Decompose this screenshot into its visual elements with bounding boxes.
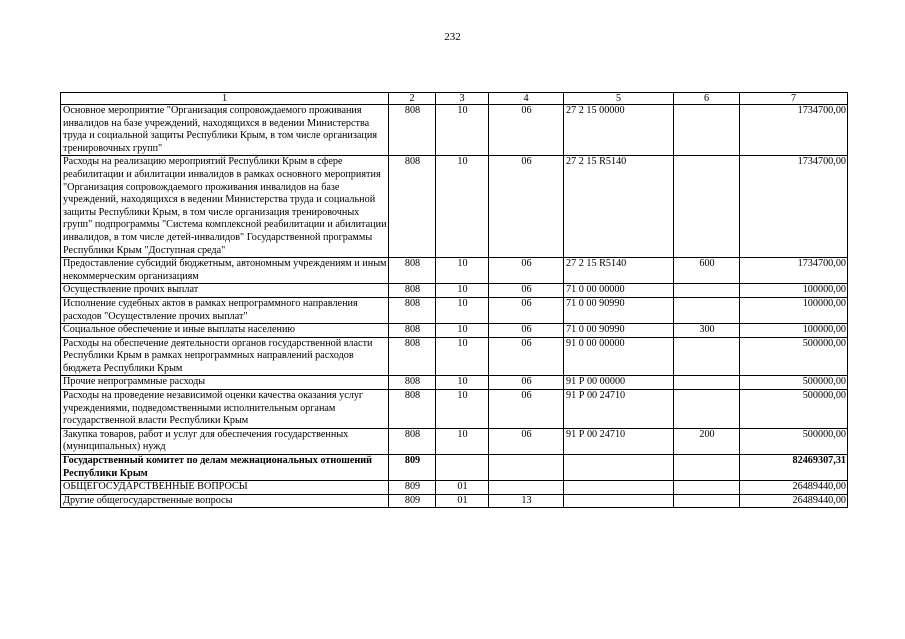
- table-row: [61, 494, 848, 508]
- row-code-section: 01: [436, 494, 489, 508]
- table-row: [61, 376, 848, 390]
- row-code-subsection: 06: [489, 297, 564, 323]
- table-header-row: [61, 93, 848, 105]
- row-code-section: 10: [436, 156, 489, 258]
- row-code-section: 10: [436, 284, 489, 298]
- row-code-expense-type: [674, 390, 740, 429]
- row-code-expense-type: [674, 481, 740, 495]
- row-code-subsection: 06: [489, 258, 564, 284]
- row-code-section: 10: [436, 324, 489, 338]
- row-code-section: 10: [436, 105, 489, 156]
- row-code-subsection: 06: [489, 390, 564, 429]
- row-code-expense-type: [674, 494, 740, 508]
- table-row: [61, 455, 848, 481]
- row-code-ministry: 808: [389, 390, 436, 429]
- row-code-expense-type: 300: [674, 324, 740, 338]
- column-header: 3: [436, 93, 489, 105]
- row-code-subsection: 06: [489, 324, 564, 338]
- row-amount: 1734700,00: [740, 258, 848, 284]
- row-code-target: 27 2 15 00000: [564, 105, 674, 156]
- column-header: 4: [489, 93, 564, 105]
- row-amount: 82469307,31: [740, 455, 848, 481]
- row-description: Расходы на обеспечение деятельности органов государственной власти Республики Крым в рамках непрограммных направлений расходов бюджета Республики Крым: [61, 337, 389, 376]
- row-description: Предоставление субсидий бюджетным, автономным учреждениям и иным некоммерческим организациям: [61, 258, 389, 284]
- budget-table: [60, 92, 848, 508]
- row-code-expense-type: 200: [674, 428, 740, 454]
- row-description: Прочие непрограммные расходы: [61, 376, 389, 390]
- row-code-target: 91 Р 00 00000: [564, 376, 674, 390]
- row-code-ministry: 809: [389, 494, 436, 508]
- row-code-section: 01: [436, 481, 489, 495]
- row-code-subsection: 13: [489, 494, 564, 508]
- row-code-ministry: 808: [389, 284, 436, 298]
- table-row: [61, 284, 848, 298]
- table-row: [61, 105, 848, 156]
- row-code-ministry: 808: [389, 156, 436, 258]
- row-code-expense-type: [674, 337, 740, 376]
- row-code-expense-type: [674, 455, 740, 481]
- row-code-target: [564, 455, 674, 481]
- table-body: [61, 105, 848, 508]
- row-amount: 26489440,00: [740, 481, 848, 495]
- row-description: Основное мероприятие "Организация сопровождаемого проживания инвалидов на базе учреждений, находящихся в ведении Министерства труда и социальной защиты Республики Крым, в том числе организация тренировочных групп": [61, 105, 389, 156]
- row-code-ministry: 809: [389, 481, 436, 495]
- row-code-section: 10: [436, 376, 489, 390]
- row-amount: 100000,00: [740, 297, 848, 323]
- row-amount: 1734700,00: [740, 156, 848, 258]
- row-code-ministry: 808: [389, 428, 436, 454]
- row-code-expense-type: [674, 284, 740, 298]
- row-description: Закупка товаров, работ и услуг для обеспечения государственных (муниципальных) нужд: [61, 428, 389, 454]
- table-row: [61, 390, 848, 429]
- row-code-section: 10: [436, 337, 489, 376]
- row-code-expense-type: [674, 156, 740, 258]
- row-code-target: 71 0 00 90990: [564, 297, 674, 323]
- row-amount: 26489440,00: [740, 494, 848, 508]
- row-description: ОБЩЕГОСУДАРСТВЕННЫЕ ВОПРОСЫ: [61, 481, 389, 495]
- column-header: 6: [674, 93, 740, 105]
- row-description: Другие общегосударственные вопросы: [61, 494, 389, 508]
- row-code-target: 71 0 00 00000: [564, 284, 674, 298]
- row-amount: 500000,00: [740, 390, 848, 429]
- row-code-expense-type: [674, 376, 740, 390]
- row-code-ministry: 808: [389, 258, 436, 284]
- row-code-target: 91 Р 00 24710: [564, 390, 674, 429]
- row-code-ministry: 808: [389, 376, 436, 390]
- row-code-ministry: 808: [389, 324, 436, 338]
- row-code-target: 27 2 15 R5140: [564, 258, 674, 284]
- row-code-subsection: 06: [489, 284, 564, 298]
- row-code-target: 27 2 15 R5140: [564, 156, 674, 258]
- column-header: 7: [740, 93, 848, 105]
- row-amount: 1734700,00: [740, 105, 848, 156]
- row-code-ministry: 808: [389, 337, 436, 376]
- table-row: [61, 428, 848, 454]
- row-code-ministry: 808: [389, 105, 436, 156]
- row-code-ministry: 808: [389, 297, 436, 323]
- row-code-target: [564, 481, 674, 495]
- table-row: [61, 337, 848, 376]
- table-row: [61, 481, 848, 495]
- column-header: 1: [61, 93, 389, 105]
- row-code-subsection: 06: [489, 428, 564, 454]
- column-header: 2: [389, 93, 436, 105]
- row-code-section: 10: [436, 428, 489, 454]
- row-amount: 500000,00: [740, 337, 848, 376]
- row-code-subsection: [489, 455, 564, 481]
- row-description: Расходы на проведение независимой оценки качества оказания услуг учреждениями, подведомственными исполнительным органам государственной власти Республики Крым: [61, 390, 389, 429]
- row-code-subsection: [489, 481, 564, 495]
- row-code-section: 10: [436, 258, 489, 284]
- row-code-target: 91 0 00 00000: [564, 337, 674, 376]
- row-code-subsection: 06: [489, 376, 564, 390]
- row-code-target: [564, 494, 674, 508]
- row-description: Исполнение судебных актов в рамках непрограммного направления расходов "Осуществление прочих выплат": [61, 297, 389, 323]
- row-code-ministry: 809: [389, 455, 436, 481]
- row-amount: 100000,00: [740, 324, 848, 338]
- table-row: [61, 297, 848, 323]
- row-code-subsection: 06: [489, 105, 564, 156]
- column-header: 5: [564, 93, 674, 105]
- row-description: Государственный комитет по делам межнациональных отношений Республики Крым: [61, 455, 389, 481]
- row-description: Осуществление прочих выплат: [61, 284, 389, 298]
- row-description: Социальное обеспечение и иные выплаты населению: [61, 324, 389, 338]
- row-amount: 500000,00: [740, 376, 848, 390]
- table-row: [61, 156, 848, 258]
- row-description: Расходы на реализацию мероприятий Республики Крым в сфере реабилитации и абилитации инвалидов в рамках основного мероприятия "Организация сопровождаемого проживания инвалидов на базе учреждений, находящихся в ведении Министерства труда и социальной защиты Республики Крым, в том числе организация тренировочных групп" подпрограммы "Система комплексной реабилитации и абилитации инвалидов, в том числе детей-инвалидов" Государственной программы Республики Крым "Доступная среда": [61, 156, 389, 258]
- row-code-subsection: 06: [489, 156, 564, 258]
- row-code-expense-type: 600: [674, 258, 740, 284]
- row-code-target: 91 Р 00 24710: [564, 428, 674, 454]
- row-code-target: 71 0 00 90990: [564, 324, 674, 338]
- row-code-expense-type: [674, 297, 740, 323]
- row-code-expense-type: [674, 105, 740, 156]
- table-row: [61, 258, 848, 284]
- row-code-section: 10: [436, 390, 489, 429]
- row-code-section: 10: [436, 297, 489, 323]
- table-row: [61, 324, 848, 338]
- row-amount: 100000,00: [740, 284, 848, 298]
- row-code-section: [436, 455, 489, 481]
- page-number: 232: [444, 31, 461, 43]
- row-code-subsection: 06: [489, 337, 564, 376]
- row-amount: 500000,00: [740, 428, 848, 454]
